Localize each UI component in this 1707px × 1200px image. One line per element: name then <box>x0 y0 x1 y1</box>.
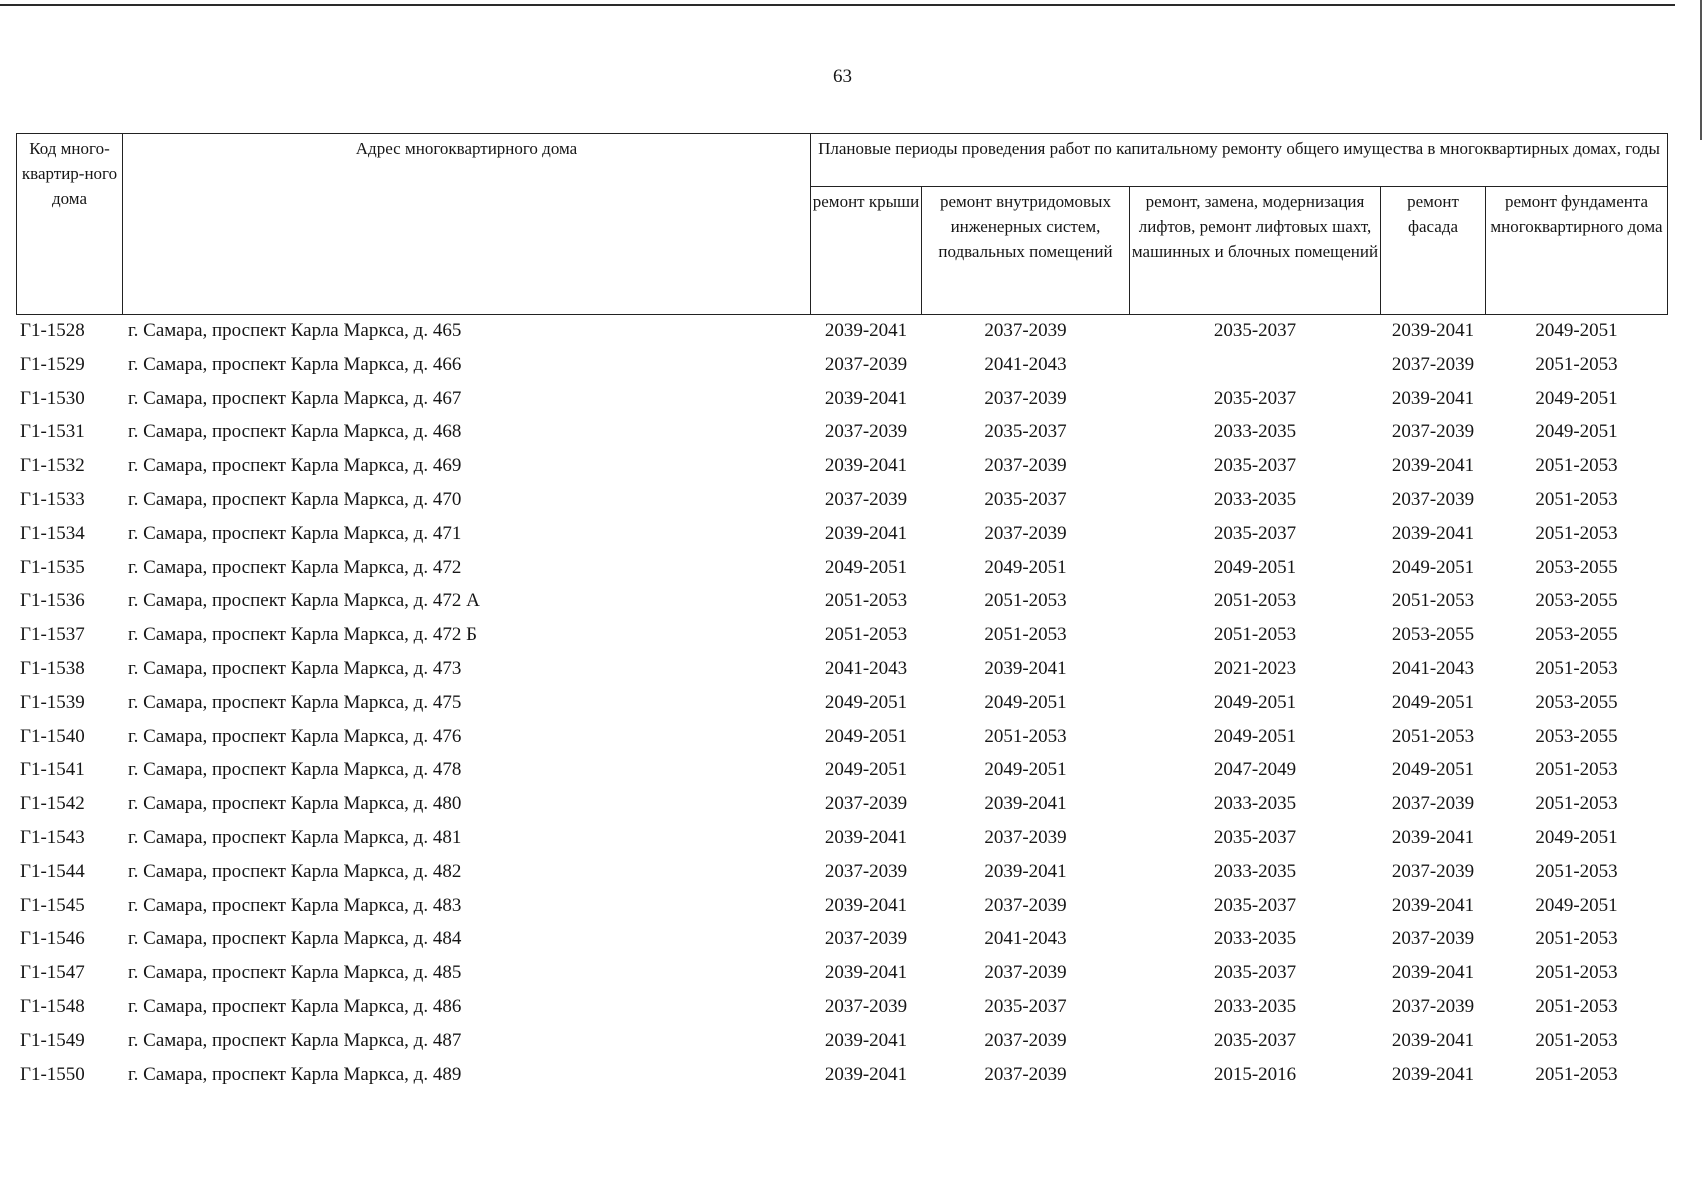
cell-foundation: 2049-2051 <box>1535 421 1618 443</box>
cell-systems: 2037-2039 <box>984 522 1067 544</box>
cell-code: Г1-1550 <box>20 1063 85 1085</box>
cell-address: г. Самара, проспект Карла Маркса, д. 480 <box>128 793 462 815</box>
cell-address: г. Самара, проспект Карла Маркса, д. 487 <box>128 1029 462 1051</box>
cell-roof: 2039-2041 <box>824 522 908 544</box>
cell-facade: 2037-2039 <box>1391 421 1475 443</box>
cell-systems: 2037-2039 <box>984 826 1067 848</box>
cell-foundation: 2049-2051 <box>1535 387 1618 409</box>
table-row <box>0 687 1707 721</box>
cell-foundation: 2049-2051 <box>1535 320 1618 341</box>
table-row <box>0 721 1707 755</box>
cell-systems: 2037-2039 <box>984 387 1067 409</box>
cell-code: Г1-1529 <box>20 353 85 375</box>
cell-foundation: 2051-2053 <box>1535 522 1618 544</box>
cell-address: г. Самара, проспект Карла Маркса, д. 481 <box>128 826 462 848</box>
cell-systems: 2049-2051 <box>984 556 1067 578</box>
cell-address: г. Самара, проспект Карла Маркса, д. 486 <box>128 995 462 1017</box>
cell-foundation: 2051-2053 <box>1535 928 1618 950</box>
cell-systems: 2049-2051 <box>984 759 1067 781</box>
cell-facade: 2037-2039 <box>1391 860 1475 882</box>
table-row <box>0 619 1707 653</box>
cell-foundation: 2051-2053 <box>1535 793 1618 815</box>
cell-facade: 2039-2041 <box>1391 320 1475 341</box>
cell-code: Г1-1528 <box>20 320 85 341</box>
cell-systems: 2039-2041 <box>984 860 1067 882</box>
cell-facade: 2049-2051 <box>1391 556 1475 578</box>
cell-code: Г1-1532 <box>20 455 85 477</box>
cell-lifts: 2035-2037 <box>1213 320 1297 341</box>
cell-systems: 2037-2039 <box>984 894 1067 916</box>
cell-facade: 2041-2043 <box>1391 657 1475 679</box>
cell-code: Г1-1547 <box>20 962 85 984</box>
header-facade: ремонт фасада <box>1380 186 1486 315</box>
cell-lifts: 2033-2035 <box>1213 928 1297 950</box>
cell-foundation: 2051-2053 <box>1535 995 1618 1017</box>
cell-code: Г1-1536 <box>20 590 85 612</box>
cell-facade: 2039-2041 <box>1391 1029 1475 1051</box>
cell-code: Г1-1539 <box>20 691 85 713</box>
cell-lifts: 2015-2016 <box>1213 1063 1297 1085</box>
cell-roof: 2037-2039 <box>824 928 908 950</box>
cell-facade: 2049-2051 <box>1391 691 1475 713</box>
table-row <box>0 754 1707 788</box>
scan-edge <box>1700 0 1702 140</box>
cell-facade: 2053-2055 <box>1391 624 1475 646</box>
cell-systems: 2039-2041 <box>984 657 1067 679</box>
cell-roof: 2037-2039 <box>824 860 908 882</box>
cell-address: г. Самара, проспект Карла Маркса, д. 466 <box>128 353 462 375</box>
cell-roof: 2039-2041 <box>824 1063 908 1085</box>
cell-roof: 2049-2051 <box>824 556 908 578</box>
table-body <box>0 315 1707 1092</box>
cell-lifts: 2033-2035 <box>1213 793 1297 815</box>
cell-systems: 2049-2051 <box>984 691 1067 713</box>
cell-roof: 2039-2041 <box>824 387 908 409</box>
cell-address: г. Самара, проспект Карла Маркса, д. 485 <box>128 962 462 984</box>
cell-facade: 2051-2053 <box>1391 725 1475 747</box>
cell-facade: 2039-2041 <box>1391 1063 1475 1085</box>
cell-facade: 2037-2039 <box>1391 353 1475 375</box>
cell-foundation: 2051-2053 <box>1535 455 1618 477</box>
cell-roof: 2039-2041 <box>824 320 908 341</box>
cell-code: Г1-1530 <box>20 387 85 409</box>
cell-facade: 2039-2041 <box>1391 522 1475 544</box>
cell-address: г. Самара, проспект Карла Маркса, д. 465 <box>128 320 462 341</box>
cell-code: Г1-1534 <box>20 522 85 544</box>
cell-systems: 2051-2053 <box>984 725 1067 747</box>
cell-roof: 2039-2041 <box>824 455 908 477</box>
header-code: Код много-квартир-ного дома <box>16 133 123 315</box>
header-lifts: ремонт, замена, модернизация лифтов, ремонт лифтовых шахт, машинных и блочных помещений <box>1129 186 1381 315</box>
cell-roof: 2049-2051 <box>824 725 908 747</box>
cell-roof: 2039-2041 <box>824 826 908 848</box>
cell-systems: 2037-2039 <box>984 1063 1067 1085</box>
cell-systems: 2037-2039 <box>984 455 1067 477</box>
cell-code: Г1-1544 <box>20 860 85 882</box>
cell-foundation: 2051-2053 <box>1535 1029 1618 1051</box>
table-row <box>0 484 1707 518</box>
cell-roof: 2041-2043 <box>824 657 908 679</box>
cell-facade: 2051-2053 <box>1391 590 1475 612</box>
cell-code: Г1-1545 <box>20 894 85 916</box>
cell-lifts: 2049-2051 <box>1213 725 1297 747</box>
cell-facade: 2037-2039 <box>1391 488 1475 510</box>
table-row <box>0 653 1707 687</box>
cell-facade: 2039-2041 <box>1391 387 1475 409</box>
cell-address: г. Самара, проспект Карла Маркса, д. 475 <box>128 691 462 713</box>
cell-lifts: 2051-2053 <box>1213 624 1297 646</box>
cell-foundation: 2049-2051 <box>1535 894 1618 916</box>
cell-systems: 2041-2043 <box>984 353 1067 375</box>
cell-address: г. Самара, проспект Карла Маркса, д. 472 <box>128 556 462 578</box>
table-row <box>0 890 1707 924</box>
table-row <box>0 552 1707 586</box>
cell-foundation: 2051-2053 <box>1535 657 1618 679</box>
cell-code: Г1-1542 <box>20 793 85 815</box>
cell-code: Г1-1533 <box>20 488 85 510</box>
cell-roof: 2039-2041 <box>824 1029 908 1051</box>
cell-lifts: 2035-2037 <box>1213 826 1297 848</box>
cell-lifts: 2049-2051 <box>1213 691 1297 713</box>
cell-roof: 2037-2039 <box>824 353 908 375</box>
cell-code: Г1-1548 <box>20 995 85 1017</box>
cell-facade: 2049-2051 <box>1391 759 1475 781</box>
table-row <box>0 856 1707 890</box>
cell-address: г. Самара, проспект Карла Маркса, д. 469 <box>128 455 462 477</box>
cell-roof: 2039-2041 <box>824 962 908 984</box>
cell-address: г. Самара, проспект Карла Маркса, д. 470 <box>128 488 462 510</box>
header-systems: ремонт внутридомовых инженерных систем, подвальных помещений <box>921 186 1130 315</box>
cell-address: г. Самара, проспект Карла Маркса, д. 484 <box>128 928 462 950</box>
cell-lifts: 2033-2035 <box>1213 860 1297 882</box>
header-roof: ремонт крыши <box>810 186 922 315</box>
cell-lifts: 2021-2023 <box>1213 657 1297 679</box>
cell-roof: 2037-2039 <box>824 995 908 1017</box>
cell-systems: 2041-2043 <box>984 928 1067 950</box>
table-row <box>0 450 1707 484</box>
cell-address: г. Самара, проспект Карла Маркса, д. 468 <box>128 421 462 443</box>
cell-roof: 2039-2041 <box>824 894 908 916</box>
header-plan: Плановые периоды проведения работ по капитальному ремонту общего имущества в многоквартирных домах, годы <box>810 133 1668 187</box>
cell-roof: 2037-2039 <box>824 421 908 443</box>
cell-address: г. Самара, проспект Карла Маркса, д. 472 А <box>128 590 480 612</box>
cell-foundation: 2051-2053 <box>1535 962 1618 984</box>
cell-address: г. Самара, проспект Карла Маркса, д. 476 <box>128 725 462 747</box>
table-row <box>0 383 1707 417</box>
cell-foundation: 2053-2055 <box>1535 691 1618 713</box>
cell-facade: 2037-2039 <box>1391 928 1475 950</box>
cell-foundation: 2051-2053 <box>1535 353 1618 375</box>
cell-roof: 2037-2039 <box>824 793 908 815</box>
cell-roof: 2037-2039 <box>824 488 908 510</box>
table-row <box>0 788 1707 822</box>
cell-code: Г1-1537 <box>20 624 85 646</box>
cell-lifts: 2049-2051 <box>1213 556 1297 578</box>
top-rule <box>0 4 1675 6</box>
cell-address: г. Самара, проспект Карла Маркса, д. 473 <box>128 657 462 679</box>
table-row <box>0 585 1707 619</box>
cell-code: Г1-1540 <box>20 725 85 747</box>
cell-lifts: 2035-2037 <box>1213 894 1297 916</box>
cell-systems: 2037-2039 <box>984 320 1067 341</box>
cell-foundation: 2051-2053 <box>1535 860 1618 882</box>
page-number: 63 <box>833 66 852 87</box>
table-row <box>0 1059 1707 1093</box>
cell-systems: 2051-2053 <box>984 624 1067 646</box>
cell-systems: 2035-2037 <box>984 421 1067 443</box>
cell-foundation: 2053-2055 <box>1535 590 1618 612</box>
cell-facade: 2039-2041 <box>1391 826 1475 848</box>
cell-roof: 2051-2053 <box>824 624 908 646</box>
cell-code: Г1-1541 <box>20 759 85 781</box>
cell-systems: 2037-2039 <box>984 962 1067 984</box>
cell-address: г. Самара, проспект Карла Маркса, д. 467 <box>128 387 462 409</box>
cell-address: г. Самара, проспект Карла Маркса, д. 478 <box>128 759 462 781</box>
cell-facade: 2037-2039 <box>1391 793 1475 815</box>
header-foundation: ремонт фундамента многоквартирного дома <box>1485 186 1668 315</box>
cell-foundation: 2049-2051 <box>1535 826 1618 848</box>
table-row <box>0 315 1707 349</box>
table-row <box>0 349 1707 383</box>
cell-lifts: 2051-2053 <box>1213 590 1297 612</box>
cell-foundation: 2051-2053 <box>1535 1063 1618 1085</box>
cell-foundation: 2053-2055 <box>1535 725 1618 747</box>
cell-address: г. Самара, проспект Карла Маркса, д. 489 <box>128 1063 462 1085</box>
table-row <box>0 1025 1707 1059</box>
cell-systems: 2035-2037 <box>984 488 1067 510</box>
cell-facade: 2039-2041 <box>1391 894 1475 916</box>
cell-systems: 2035-2037 <box>984 995 1067 1017</box>
cell-foundation: 2051-2053 <box>1535 759 1618 781</box>
cell-systems: 2051-2053 <box>984 590 1067 612</box>
table-row <box>0 957 1707 991</box>
cell-code: Г1-1531 <box>20 421 85 443</box>
header-address: Адрес многоквартирного дома <box>122 133 811 315</box>
cell-foundation: 2053-2055 <box>1535 624 1618 646</box>
cell-facade: 2039-2041 <box>1391 455 1475 477</box>
cell-address: г. Самара, проспект Карла Маркса, д. 482 <box>128 860 462 882</box>
cell-lifts: 2033-2035 <box>1213 995 1297 1017</box>
table-row <box>0 822 1707 856</box>
table-row <box>0 991 1707 1025</box>
cell-roof: 2049-2051 <box>824 759 908 781</box>
cell-code: Г1-1543 <box>20 826 85 848</box>
cell-systems: 2037-2039 <box>984 1029 1067 1051</box>
cell-address: г. Самара, проспект Карла Маркса, д. 483 <box>128 894 462 916</box>
cell-code: Г1-1538 <box>20 657 85 679</box>
cell-facade: 2039-2041 <box>1391 962 1475 984</box>
table-row <box>0 518 1707 552</box>
table-row <box>0 923 1707 957</box>
cell-lifts: 2033-2035 <box>1213 488 1297 510</box>
cell-lifts: 2047-2049 <box>1213 759 1297 781</box>
cell-systems: 2039-2041 <box>984 793 1067 815</box>
cell-address: г. Самара, проспект Карла Маркса, д. 472 Б <box>128 624 478 646</box>
cell-code: Г1-1546 <box>20 928 85 950</box>
cell-lifts: 2035-2037 <box>1213 455 1297 477</box>
cell-lifts: 2035-2037 <box>1213 387 1297 409</box>
cell-code: Г1-1535 <box>20 556 85 578</box>
cell-address: г. Самара, проспект Карла Маркса, д. 471 <box>128 522 462 544</box>
cell-foundation: 2051-2053 <box>1535 488 1618 510</box>
cell-facade: 2037-2039 <box>1391 995 1475 1017</box>
cell-lifts: 2033-2035 <box>1213 421 1297 443</box>
cell-roof: 2049-2051 <box>824 691 908 713</box>
table-row <box>0 416 1707 450</box>
cell-foundation: 2053-2055 <box>1535 556 1618 578</box>
cell-lifts: 2035-2037 <box>1213 522 1297 544</box>
cell-lifts: 2035-2037 <box>1213 1029 1297 1051</box>
cell-lifts: 2035-2037 <box>1213 962 1297 984</box>
cell-code: Г1-1549 <box>20 1029 85 1051</box>
cell-roof: 2051-2053 <box>824 590 908 612</box>
